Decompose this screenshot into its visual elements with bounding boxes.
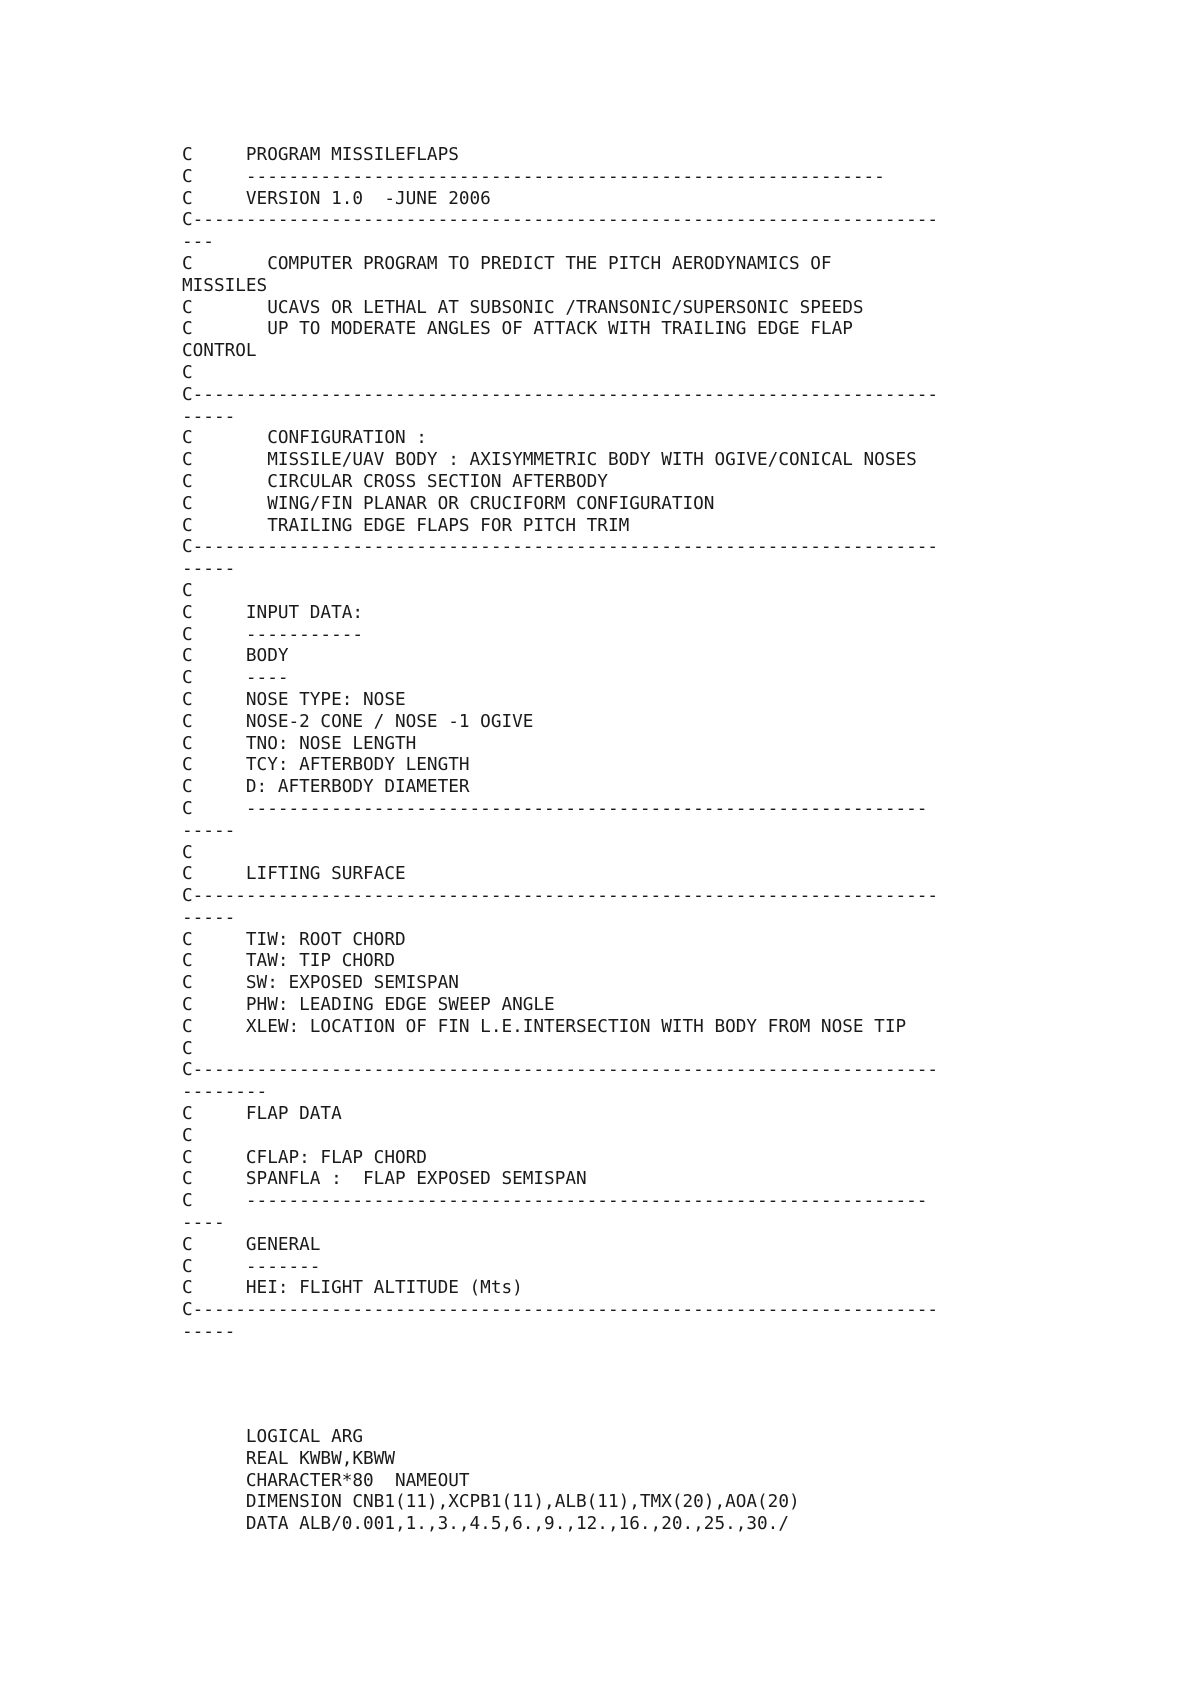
code-line: C TAW: TIP CHORD xyxy=(182,951,395,972)
code-line: ----- xyxy=(182,1322,236,1343)
code-line: C NOSE-2 CONE / NOSE -1 OGIVE xyxy=(182,711,534,732)
code-line: C ---- xyxy=(182,668,289,689)
code-line: C CONFIGURATION : xyxy=(182,428,427,449)
code-line: C ---------------------------------------------------------------- xyxy=(182,798,928,819)
code-line: MISSILES xyxy=(182,275,268,296)
code-line: C---------------------------------------------------------------------- xyxy=(182,1300,939,1321)
code-line: C xyxy=(182,580,193,601)
code-line: C---------------------------------------------------------------------- xyxy=(182,384,939,405)
code-line: C---------------------------------------------------------------------- xyxy=(182,210,939,231)
code-line: C UCAVS OR LETHAL AT SUBSONIC /TRANSONIC/SUPERSONIC SPEEDS xyxy=(182,297,864,318)
code-line: C---------------------------------------------------------------------- xyxy=(182,1060,939,1081)
code-line: REAL KWBW,KBWW xyxy=(182,1448,395,1469)
code-line: C COMPUTER PROGRAM TO PREDICT THE PITCH AERODYNAMICS OF xyxy=(182,253,832,274)
code-line: ----- xyxy=(182,907,236,928)
code-line: -------- xyxy=(182,1082,268,1103)
code-line: ----- xyxy=(182,406,236,427)
code-line: C xyxy=(182,1125,193,1146)
code-line: C HEI: FLIGHT ALTITUDE (Mts) xyxy=(182,1278,523,1299)
code-declarations xyxy=(182,1427,1022,1536)
code-line: C CFLAP: FLAP CHORD xyxy=(182,1147,427,1168)
code-line: ----- xyxy=(182,559,236,580)
code-line: C PROGRAM MISSILEFLAPS xyxy=(182,145,459,165)
code-line: C MISSILE/UAV BODY : AXISYMMETRIC BODY WITH OGIVE/CONICAL NOSES xyxy=(182,450,917,471)
code-line: --- xyxy=(182,232,214,253)
code-line: C NOSE TYPE: NOSE xyxy=(182,689,406,710)
code-line: CONTROL xyxy=(182,341,257,362)
code-line: C ------- xyxy=(182,1256,321,1277)
code-line: C INPUT DATA: xyxy=(182,602,364,623)
code-line: C---------------------------------------------------------------------- xyxy=(182,537,939,558)
code-line: C LIFTING SURFACE xyxy=(182,864,406,885)
code-line: C TRAILING EDGE FLAPS FOR PITCH TRIM xyxy=(182,515,630,536)
code-comment-header xyxy=(182,145,1022,1344)
code-line: C WING/FIN PLANAR OR CRUCIFORM CONFIGURATION xyxy=(182,493,715,514)
code-line: C XLEW: LOCATION OF FIN L.E.INTERSECTION WITH BODY FROM NOSE TIP xyxy=(182,1016,907,1037)
code-line: C TCY: AFTERBODY LENGTH xyxy=(182,755,470,776)
code-line: C FLAP DATA xyxy=(182,1104,342,1125)
code-line: C PHW: LEADING EDGE SWEEP ANGLE xyxy=(182,995,555,1016)
code-line: ----- xyxy=(182,820,236,841)
code-line: C BODY xyxy=(182,646,289,667)
code-line: C CIRCULAR CROSS SECTION AFTERBODY xyxy=(182,471,608,492)
code-line: C VERSION 1.0 -JUNE 2006 xyxy=(182,188,491,209)
code-line: C xyxy=(182,362,193,383)
code-line: ---- xyxy=(182,1213,225,1234)
code-line: C---------------------------------------------------------------------- xyxy=(182,886,939,907)
code-line: C xyxy=(182,1038,193,1059)
code-line: LOGICAL ARG xyxy=(182,1427,364,1447)
code-line: DATA ALB/0.001,1.,3.,4.5,6.,9.,12.,16.,20.,25.,30./ xyxy=(182,1514,789,1535)
code-line: C ---------------------------------------------------------------- xyxy=(182,1191,928,1212)
code-line: DIMENSION CNB1(11),XCPB1(11),ALB(11),TMX(20),AOA(20) xyxy=(182,1492,800,1513)
code-line: C UP TO MODERATE ANGLES OF ATTACK WITH TRAILING EDGE FLAP xyxy=(182,319,853,340)
code-line: C D: AFTERBODY DIAMETER xyxy=(182,777,470,798)
code-line: C TNO: NOSE LENGTH xyxy=(182,733,417,754)
code-line: C ------------------------------------------------------------ xyxy=(182,166,885,187)
code-line: C SW: EXPOSED SEMISPAN xyxy=(182,973,459,994)
code-line: CHARACTER*80 NAMEOUT xyxy=(182,1470,470,1491)
code-line: C xyxy=(182,842,193,863)
code-line: C TIW: ROOT CHORD xyxy=(182,929,406,950)
code-line: C SPANFLA : FLAP EXPOSED SEMISPAN xyxy=(182,1169,587,1190)
code-line: C GENERAL xyxy=(182,1234,321,1255)
code-line: C ----------- xyxy=(182,624,364,645)
